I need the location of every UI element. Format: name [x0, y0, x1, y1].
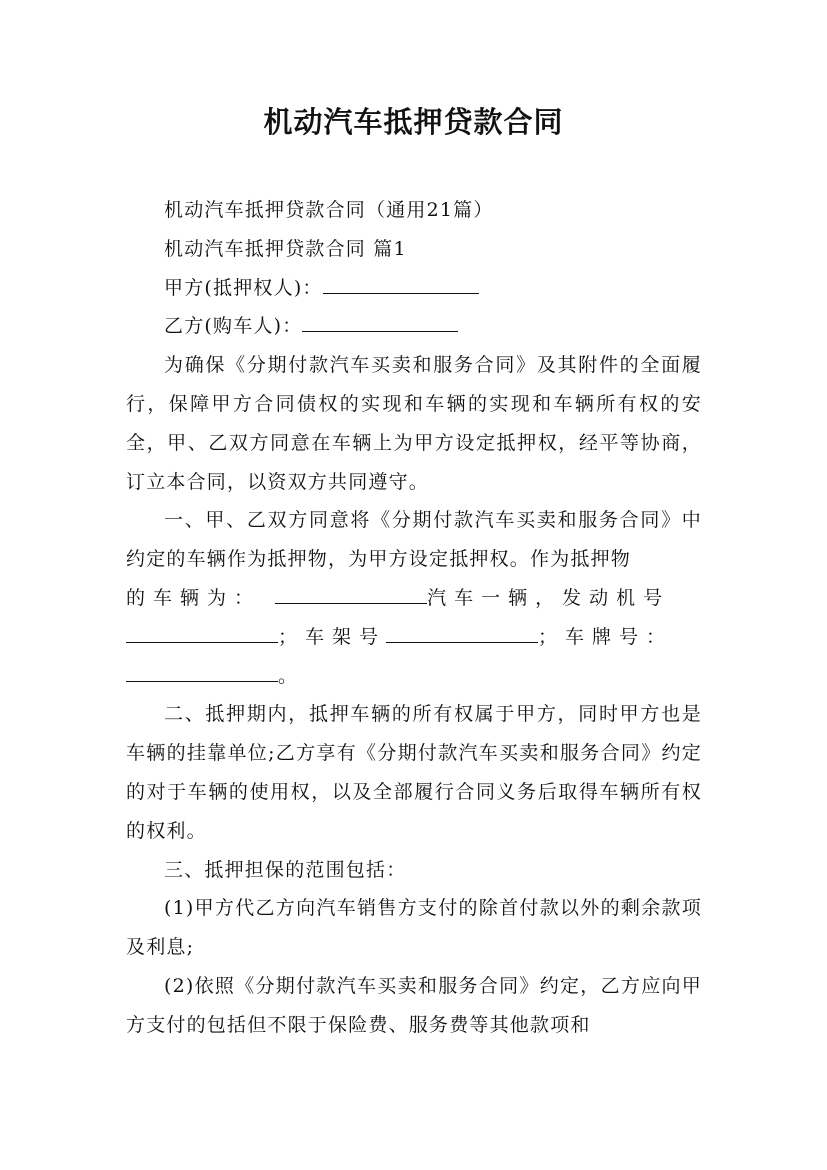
engine-blank [126, 641, 278, 643]
party-b-line [126, 307, 702, 346]
clause-one: 一、甲、乙双方同意将《分期付款汽车买卖和服务合同》中约定的车辆作为抵押物，为甲方设定抵押权。作为抵押物 [126, 509, 702, 571]
paragraph-section: 机动汽车抵押贷款合同 篇1 [164, 237, 407, 260]
frame-label: ；车架号 [278, 625, 387, 648]
clause-one-vehicle-line [126, 579, 702, 618]
clause-three-item-2: (2)依照《分期付款汽车买卖和服务合同》约定，乙方应向甲方支付的包括但不限于保险费、服务费等其他款项和 [126, 974, 702, 1036]
document-body [126, 191, 702, 1045]
party-b-blank [302, 330, 458, 332]
frame-blank [386, 641, 538, 643]
clause-three-item-1: (1)甲方代乙方向汽车销售方支付的除首付款以外的剩余款项及利息; [126, 897, 702, 959]
party-a-blank [323, 292, 479, 294]
period-mark: 。 [278, 664, 299, 687]
clause-two: 二、抵押期内，抵押车辆的所有权属于甲方，同时甲方也是车辆的挂靠单位;乙方享有《分期付款汽车买卖和服务合同》约定的对于车辆的使用权，以及全部履行合同义务后取得车辆所有权的权利。 [126, 703, 702, 842]
clause-one-plate-line [126, 657, 702, 696]
document-title: 机动汽车抵押贷款合同 [263, 105, 564, 139]
clause-one-frame-line [126, 618, 702, 657]
vehicle-label: 的车辆为： [126, 586, 262, 609]
engine-label: 汽车一辆，发动机号 [427, 586, 671, 609]
party-b-label: 乙方(购车人)： [164, 315, 303, 338]
clause-three: 三、抵押担保的范围包括： [164, 858, 407, 881]
vehicle-blank [275, 602, 427, 604]
plate-blank [126, 680, 278, 682]
party-a-line [126, 269, 702, 308]
party-a-label: 甲方(抵押权人)： [164, 276, 323, 299]
paragraph-heading: 机动汽车抵押贷款合同（通用21篇） [164, 199, 494, 221]
plate-label: ；车牌号： [538, 625, 674, 648]
paragraph-intro: 为确保《分期付款汽车买卖和服务合同》及其附件的全面履行，保障甲方合同债权的实现和车辆的实现和车辆所有权的安全，甲、乙双方同意在车辆上为甲方设定抵押权，经平等协商，订立本合同，以资双方共同遵守。 [126, 354, 702, 493]
